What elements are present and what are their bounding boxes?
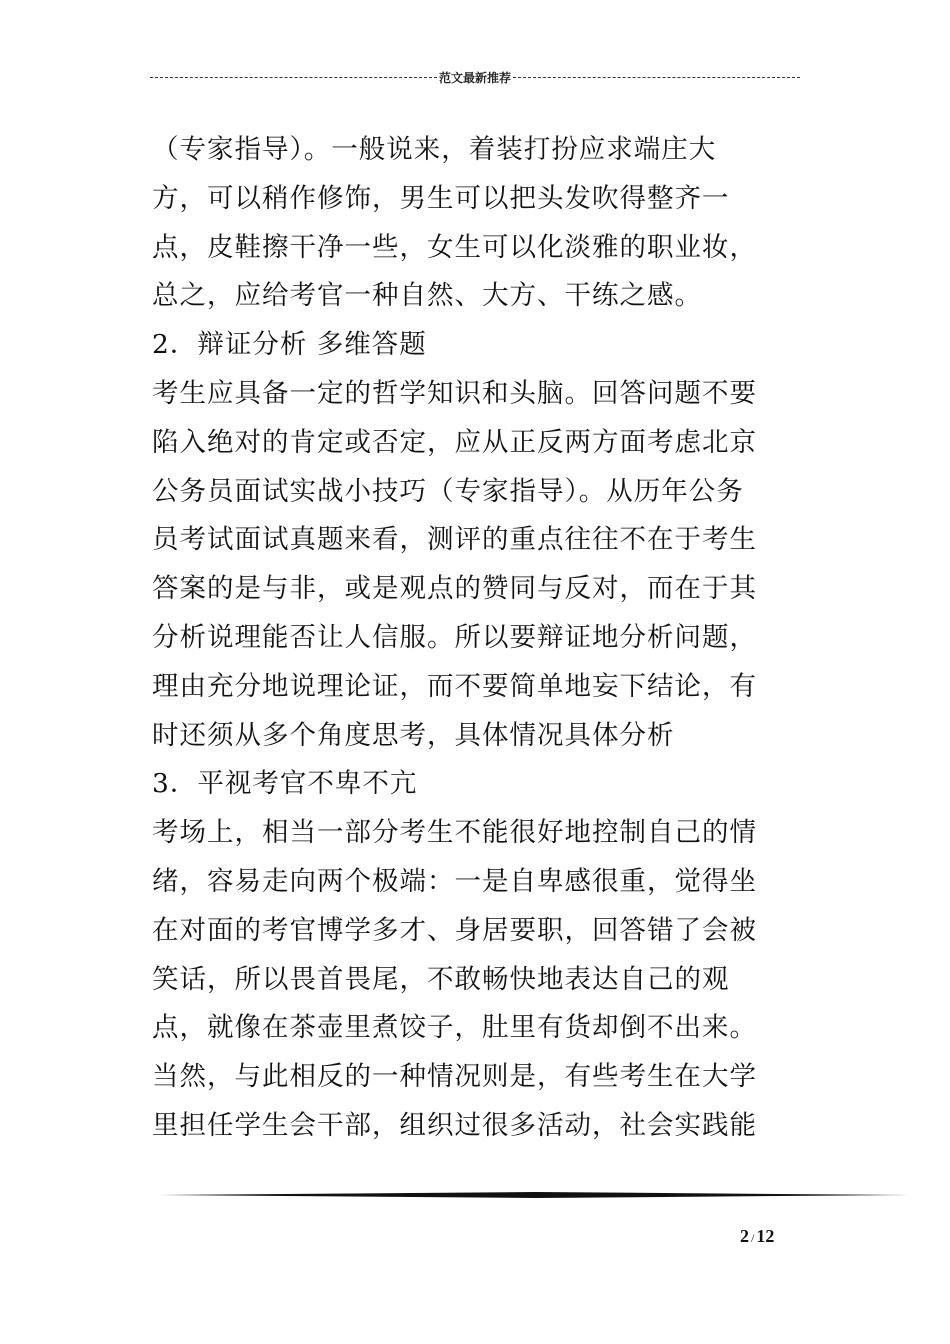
text-line: 总之，应给考官一种自然、大方、干练之感。 — [152, 280, 702, 312]
text-line: 考场上，相当一部分考生不能很好地控制自己的情 — [152, 817, 757, 849]
text-line: 绪，容易走向两个极端：一是自卑感很重，觉得坐 — [152, 865, 757, 897]
footer-rule — [160, 1192, 910, 1198]
page-number — [740, 1226, 810, 1247]
text-line: 笑话，所以畏首畏尾，不敢畅快地表达自己的观 — [152, 963, 730, 995]
page-header — [150, 66, 800, 88]
text-line: 公务员面试实战小技巧（专家指导）。从历年公务 — [152, 475, 744, 507]
text-line: 陷入绝对的肯定或否定，应从正反两方面考虑北京 — [152, 426, 757, 458]
text-line: 里担任学生会干部，组织过很多活动，社会实践能 — [152, 1109, 757, 1141]
text-line: 点，皮鞋擦干净一些，女生可以化淡雅的职业妆， — [152, 231, 757, 263]
text-line: 考生应具备一定的哲学知识和头脑。回答问题不要 — [152, 377, 757, 409]
header-dashed-rule-right — [513, 77, 800, 78]
page-total: 12 — [756, 1226, 775, 1246]
text-line: 答案的是与非，或是观点的赞同与反对，而在于其 — [152, 573, 757, 605]
section-heading: 2．辩证分析 多维答题 — [152, 329, 427, 361]
text-line: 点，就像在茶壶里煮饺子，肚里有货却倒不出来。 — [152, 1012, 757, 1044]
page-current: 2 — [740, 1226, 749, 1246]
section-heading: 3．平视考官不卑不亢 — [152, 768, 418, 800]
text-line: （专家指导）。一般说来，着装打扮应求端庄大 — [152, 134, 717, 165]
header-dashed-rule-left — [150, 77, 437, 78]
text-line: 分析说理能否让人信服。所以要辩证地分析问题， — [152, 621, 757, 653]
header-title: 范文最新推荐 — [439, 70, 512, 85]
text-line: 理由充分地说理论证，而不要简单地妄下结论，有 — [152, 670, 757, 702]
text-line: 在对面的考官博学多才、身居要职，回答错了会被 — [152, 914, 757, 946]
page-separator: / — [751, 1231, 755, 1245]
text-line: 当然，与此相反的一种情况则是，有些考生在大学 — [152, 1061, 757, 1093]
document-body — [152, 126, 792, 1151]
text-line: 方，可以稍作修饰，男生可以把头发吹得整齐一 — [152, 182, 730, 214]
text-line: 员考试面试真题来看，测评的重点往往不在于考生 — [152, 524, 757, 556]
text-line: 时还须从多个角度思考，具体情况具体分析 — [152, 719, 675, 751]
